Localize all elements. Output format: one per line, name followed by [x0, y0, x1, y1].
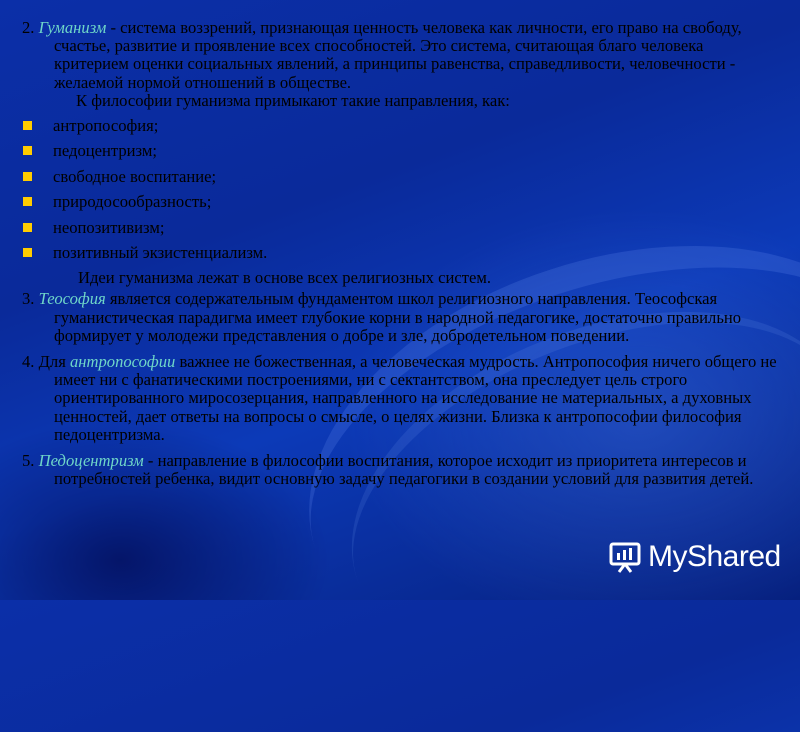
paragraph-number: 2.	[22, 18, 35, 37]
paragraph-pedocentrism	[22, 452, 778, 488]
list-item: неопозитивизм;	[22, 215, 778, 240]
paragraph-number: 5.	[22, 450, 35, 470]
myshared-logo	[608, 537, 781, 577]
term-pedocentrism: Педоцентризм	[38, 450, 144, 470]
paragraph-text: - направление в философии воспитания, которое исходит из приоритета интересов и потребностей ребенка, видит основную задачу педагогики в создании условий для развития детей.	[54, 450, 754, 489]
humanism-note: Идеи гуманизма лежат в основе всех религиозных систем.	[78, 268, 491, 288]
bullet-square-icon	[23, 121, 32, 130]
list-item: позитивный экзистенциализм.	[22, 240, 778, 265]
directions-intro: К философии гуманизма примыкают такие направления, как:	[76, 90, 510, 110]
slide-content	[22, 19, 778, 488]
term-humanism: Гуманизм	[38, 18, 107, 37]
bullet-square-icon	[23, 197, 32, 206]
paragraph-number: 3.	[22, 289, 35, 309]
bullet-square-icon	[23, 223, 32, 232]
term-anthroposophy: антропософии	[69, 351, 176, 371]
logo-text: MyShared	[648, 540, 781, 573]
presentation-board-icon	[608, 540, 642, 574]
paragraph-text: важнее не божественная, а человеческая мудрость. Антропософия ничего общего не имеет ни с фанатическими построениями, ни с сектантством, она преследует цель строго ориентированного миросозерцания, направленного на исследование не материальных, а духовных ценностей, дает ответы на вопросы о смысле, о целях жизни. Близка к антропософии философия педоцентризма.	[54, 351, 777, 444]
bullet-square-icon	[23, 172, 32, 181]
bullet-square-icon	[23, 146, 32, 155]
list-item: природосообразность;	[22, 189, 778, 214]
paragraph-number: 4. Для	[22, 351, 66, 371]
paragraph-anthroposophy	[22, 353, 778, 444]
bullet-square-icon	[23, 248, 32, 257]
list-item: свободное воспитание;	[22, 164, 778, 189]
term-theosophy: Теософия	[38, 289, 106, 309]
paragraph-theosophy	[22, 290, 778, 345]
list-item: антропософия;	[22, 113, 778, 138]
directions-list	[22, 113, 778, 265]
paragraph-humanism	[22, 19, 778, 110]
paragraph-text: является содержательным фундаментом школ религиозного направления. Теософская гуманистическая парадигма имеет глубокие корни в народной педагогике, достаточно правильно формирует у молодежи представления о добре и зле, добродетельном поведении.	[54, 289, 742, 345]
list-item: педоцентризм;	[22, 138, 778, 163]
paragraph-text: - система воззрений, признающая ценность человека как личности, его право на свободу, счастье, развитие и проявление всех способностей. Это система, считающая благо человека критерием оценки социальных явлений, а принципы равенства, справедливости, человечности - желаемой нормой отношений в обществе.	[54, 18, 742, 92]
